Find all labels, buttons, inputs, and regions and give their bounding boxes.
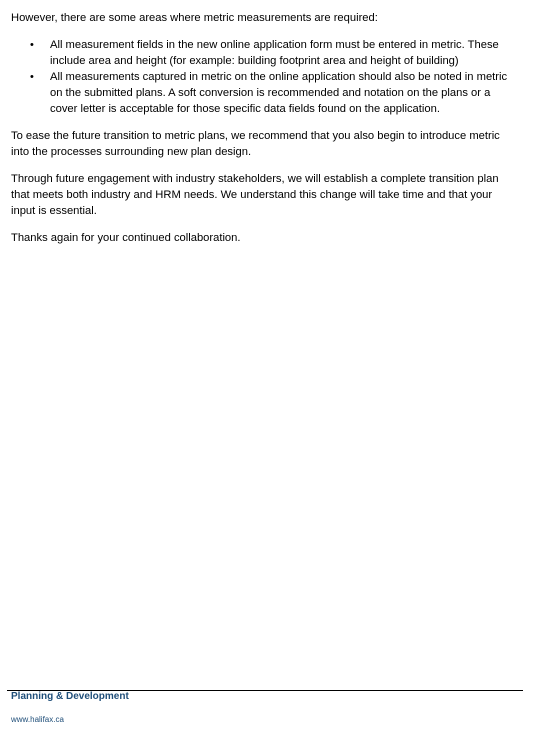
footer-website-link[interactable]: www.halifax.ca — [11, 715, 64, 724]
closing-paragraph: Thanks again for your continued collaboration. — [11, 232, 241, 244]
list-item-text: All measurements captured in metric on the online application should also be noted in metric on the submitted plans. A soft conversion is recommended and notation on the plans or a cover letter is acceptable for those specific data fields found on the application. — [50, 71, 508, 115]
transition-paragraph: To ease the future transition to metric plans, we recommend that you also begin to introduce metric into the processes surrounding new plan design. — [11, 130, 500, 158]
letter-body — [11, 10, 511, 257]
list-item — [11, 69, 511, 117]
requirements-list — [11, 37, 511, 117]
list-item — [11, 37, 511, 69]
list-item-text: All measurement fields in the new online application form must be entered in metric. These include area and height (for example: building footprint area and height of building) — [50, 39, 499, 67]
bullet-icon: • — [30, 39, 34, 51]
footer-department: Planning & Development — [11, 691, 129, 702]
intro-paragraph: However, there are some areas where metric measurements are required: — [11, 12, 378, 24]
engagement-paragraph: Through future engagement with industry stakeholders, we will establish a complete transition plan that meets both industry and HRM needs. We understand this change will take time and that your input is essential. — [11, 173, 499, 217]
bullet-icon: • — [30, 71, 34, 83]
